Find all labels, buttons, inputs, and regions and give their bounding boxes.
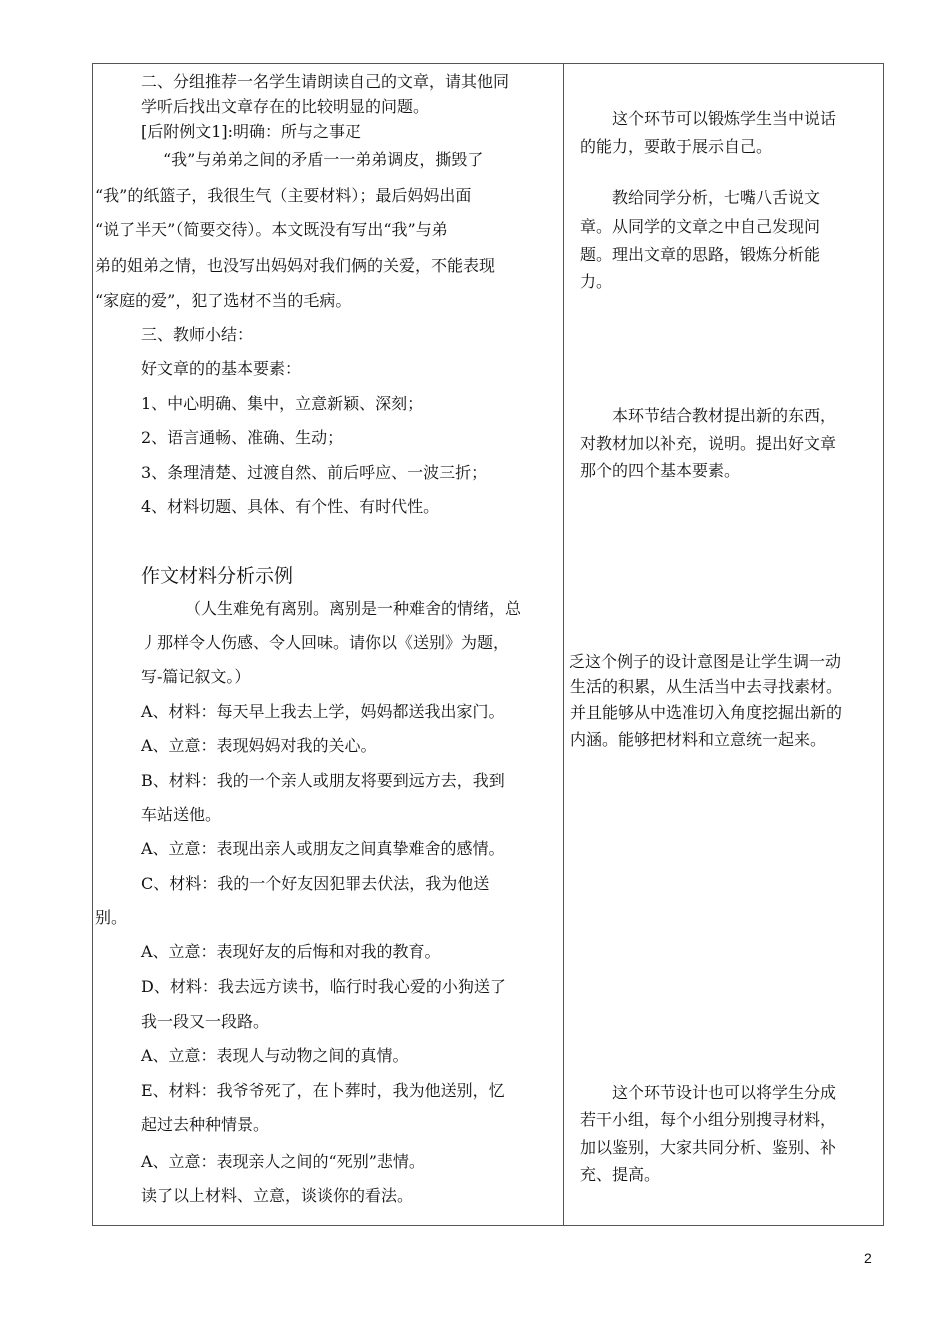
left-line: D、材料：我去远方读书，临行时我心爱的小狗送了	[141, 977, 506, 996]
right-line: 的能力，要敢于展示自己。	[580, 137, 773, 156]
left-line: 丿那样令人伤感、令人回味。请你以《送别》为题，	[141, 633, 510, 652]
right-line: 这个环节可以锻炼学生当中说话	[612, 109, 837, 128]
left-line: 好文章的的基本要素：	[141, 359, 302, 378]
left-line: 车站送他。	[141, 805, 222, 824]
section-title: 作文材料分析示例	[141, 565, 294, 587]
right-line: 教给同学分析，七嘴八舌说文	[612, 188, 821, 207]
left-line: 弟的姐弟之情，也没写出妈妈对我们俩的关爱，不能表现	[95, 256, 496, 275]
left-line: 读了以上材料、立意，谈谈你的看法。	[141, 1186, 414, 1205]
left-line: “我”与弟弟之间的矛盾一一弟弟调皮，撕毁了	[163, 150, 484, 169]
left-line: 我一段又一段路。	[141, 1012, 270, 1031]
left-line: 三、教师小结：	[141, 325, 254, 344]
column-divider	[563, 63, 564, 1226]
left-line: A、立意：表现人与动物之间的真情。	[141, 1046, 409, 1065]
right-line: 并且能够从中选准切入角度挖掘出新的	[570, 703, 843, 722]
left-line: B、材料：我的一个亲人或朋友将要到远方去，我到	[141, 771, 505, 790]
right-line: 章。从同学的文章之中自己发现问	[580, 217, 821, 236]
page-number: 2	[864, 1250, 872, 1266]
left-line: “家庭的爱”，犯了选材不当的毛病。	[95, 291, 352, 310]
left-line: “我”的纸篮子，我很生气（主要材料）；最后妈妈出面	[95, 186, 472, 205]
right-line: 那个的四个基本要素。	[580, 461, 741, 480]
left-line: C、材料：我的一个好友因犯罪去伏法，我为他送	[141, 874, 490, 893]
left-line: A、立意：表现亲人之间的“死别”悲情。	[141, 1152, 425, 1171]
left-line: [后附例文1]:明确：所与之事疋	[141, 122, 362, 141]
right-line: 这个环节设计也可以将学生分成	[612, 1083, 837, 1102]
left-line: 起过去种种情景。	[141, 1115, 270, 1134]
right-line: 内涵。能够把材料和立意统一起来。	[570, 730, 827, 749]
left-line: 别。	[95, 908, 128, 927]
left-line: 1、中心明确、集中，立意新颖、深刻；	[141, 394, 424, 413]
right-line: 力。	[580, 272, 613, 291]
right-line: 本环节结合教材提出新的东西，	[612, 406, 837, 425]
left-line: A、材料：每天早上我去上学，妈妈都送我出家门。	[141, 702, 505, 721]
left-line: A、立意：表现出亲人或朋友之间真挚难舍的感情。	[141, 839, 505, 858]
right-line: 加以鉴别，大家共同分析、鉴别、补	[580, 1138, 837, 1157]
left-line: “说了半天”（简要交待）。本文既没有写出“我”与弟	[95, 220, 448, 239]
right-line: 乏这个例子的设计意图是让学生调一动	[569, 652, 842, 671]
left-line: E、材料：我爷爷死了，在卜葬时，我为他送别，忆	[141, 1081, 505, 1100]
left-line: 写-篇记叙文。）	[141, 667, 251, 686]
left-line: 二、分组推荐一名学生请朗读自己的文章，请其他同	[141, 72, 510, 91]
left-line: 2、语言通畅、准确、生动；	[141, 428, 344, 447]
left-line: 4、材料切题、具体、有个性、有时代性。	[141, 497, 440, 516]
left-line: 3、条理清楚、过渡自然、前后呼应、一波三折；	[141, 463, 488, 482]
right-line: 若干小组，每个小组分别搜寻材料，	[580, 1110, 837, 1129]
left-line: （人生难免有离别。离别是一种难舍的情绪，总	[185, 599, 522, 618]
left-line: A、立意：表现好友的后悔和对我的教育。	[141, 942, 441, 961]
right-line: 对教材加以补充，说明。提出好文章	[580, 434, 837, 453]
left-line: A、立意：表现妈妈对我的关心。	[141, 736, 377, 755]
right-line: 生活的积累，从生活当中去寻找素材。	[570, 677, 843, 696]
left-line: 学听后找出文章存在的比较明显的问题。	[141, 97, 430, 116]
right-line: 题。理出文章的思路，锻炼分析能	[580, 245, 821, 264]
right-line: 充、提高。	[580, 1165, 661, 1184]
